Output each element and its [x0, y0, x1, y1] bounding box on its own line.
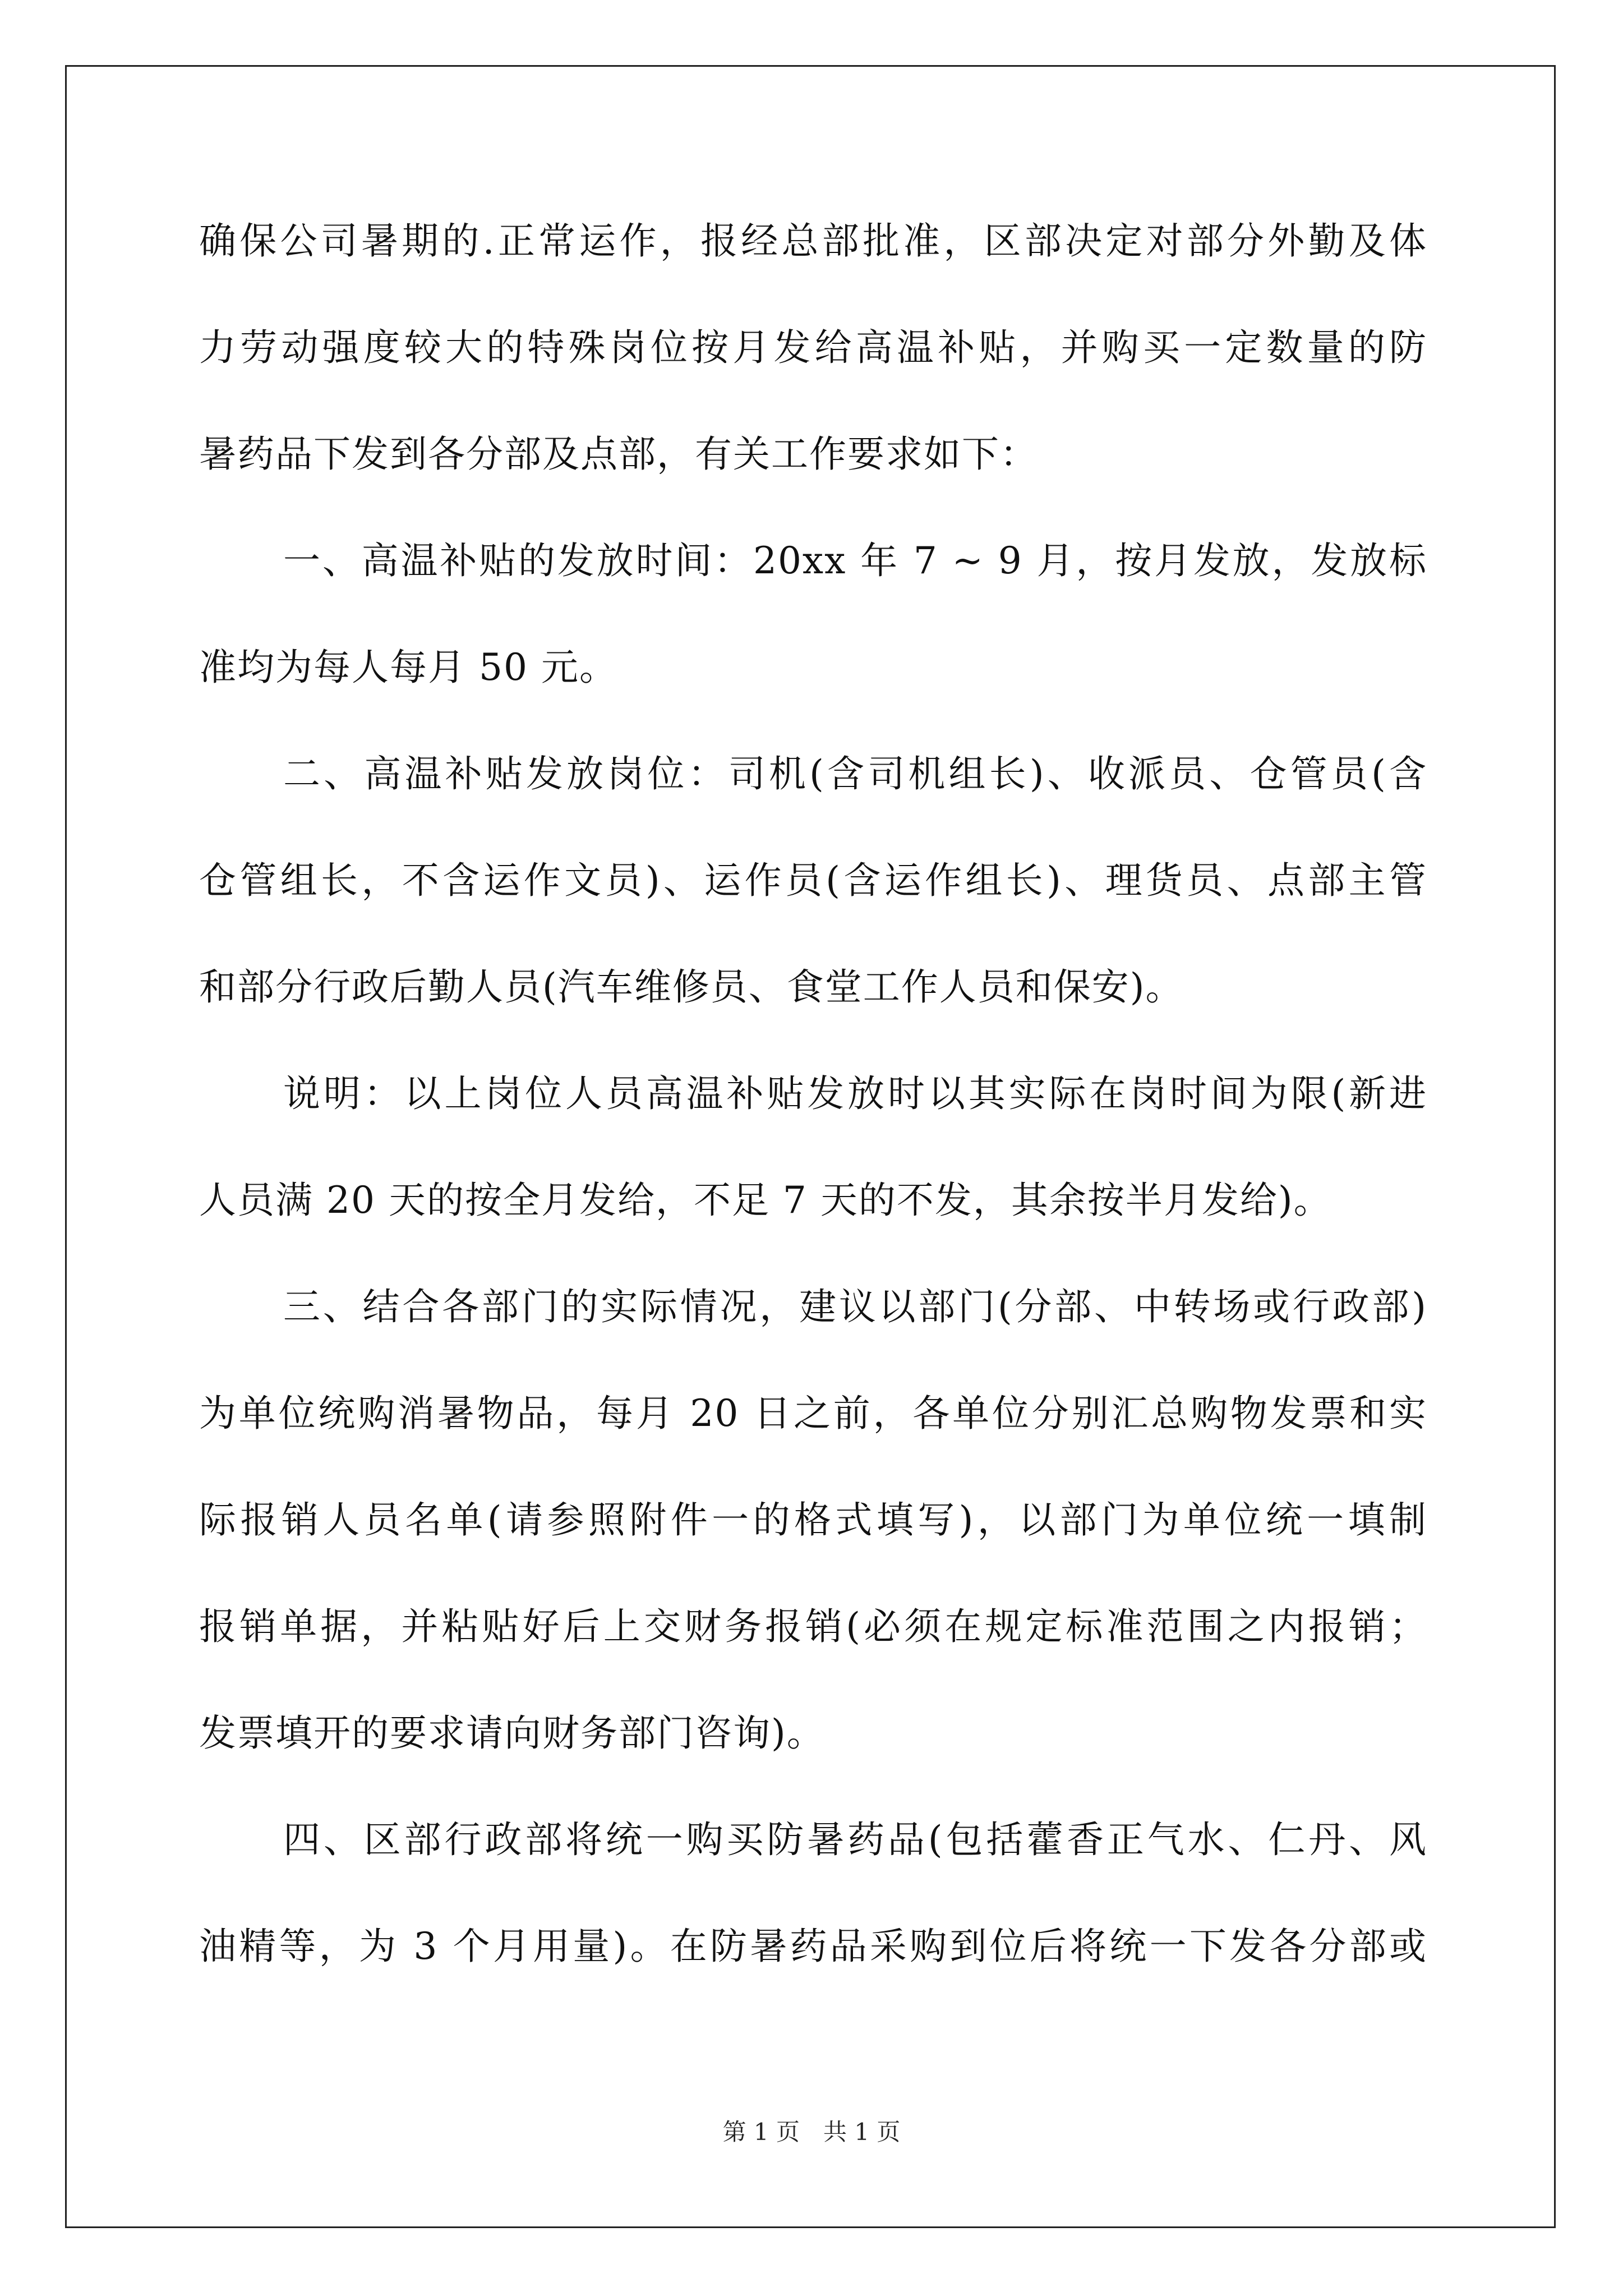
text-line: 二、高温补贴发放岗位：司机(含司机组长)、收派员、仓管员(含 [283, 752, 1427, 795]
text-line: 和部分行政后勤人员(汽车维修员、食堂工作人员和保安)。 [199, 965, 1184, 1009]
page-border [65, 65, 1556, 2228]
text-line: 发票填开的要求请向财务部门咨询)。 [199, 1711, 825, 1755]
text-line: 油精等，为 3 个月用量)。在防暑药品采购到位后将统一下发各分部或 [199, 1925, 1427, 1968]
text-line: 准均为每人每月 50 元。 [199, 646, 617, 689]
text-line: 确保公司暑期的.正常运作，报经总部批准，区部决定对部分外勤及体 [199, 219, 1427, 263]
text-line: 仓管组长，不含运作文员)、运作员(含运作组长)、理货员、点部主管 [199, 859, 1427, 902]
text-line: 四、区部行政部将统一购买防暑药品(包括藿香正气水、仁丹、风 [283, 1818, 1427, 1861]
text-line: 力劳动强度较大的特殊岗位按月发给高温补贴，并购买一定数量的防 [199, 326, 1427, 369]
text-line: 人员满 20 天的按全月发给，不足 7 天的不发，其余按半月发给)。 [199, 1179, 1332, 1222]
text-line: 暑药品下发到各分部及点部，有关工作要求如下： [199, 432, 1038, 476]
text-line: 一、高温补贴的发放时间：20xx 年 7 ~ 9 月，按月发放，发放标 [283, 539, 1427, 582]
text-line: 为单位统购消暑物品，每月 20 日之前，各单位分别汇总购物发票和实 [199, 1392, 1427, 1435]
text-line: 报销单据，并粘贴好后上交财务报销(必须在规定标准范围之内报销； [199, 1605, 1427, 1648]
text-line: 说明：以上岗位人员高温补贴发放时以其实际在岗时间为限(新进 [283, 1072, 1427, 1115]
page-number-footer: 第 1 页 共 1 页 [722, 2118, 901, 2146]
text-line: 际报销人员名单(请参照附件一的格式填写)，以部门为单位统一填制 [199, 1498, 1427, 1542]
text-line: 三、结合各部门的实际情况，建议以部门(分部、中转场或行政部) [283, 1285, 1427, 1328]
